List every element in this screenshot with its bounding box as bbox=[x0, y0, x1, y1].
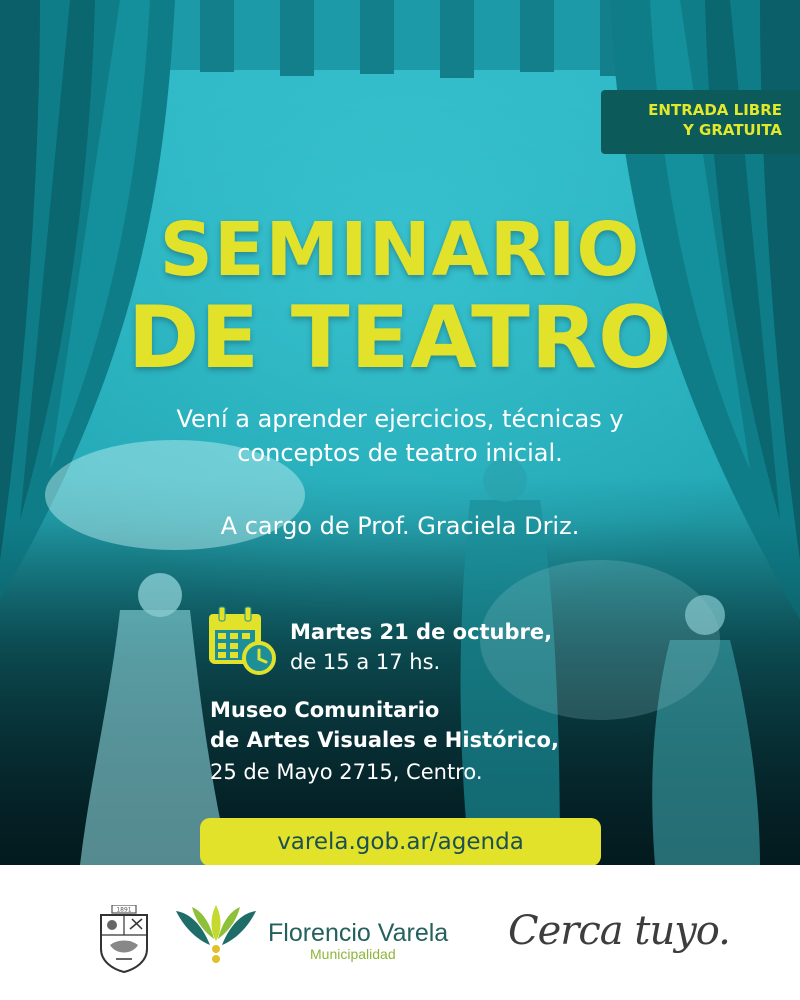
free-entry-badge bbox=[601, 90, 800, 154]
slogan: Cerca tuyo. bbox=[508, 908, 730, 954]
calendar-clock-icon bbox=[205, 604, 277, 676]
logo-name: Florencio Varela bbox=[268, 919, 449, 947]
event-time: de 15 a 17 hs. bbox=[290, 650, 441, 674]
event-date: Martes 21 de octubre, bbox=[290, 620, 553, 644]
logo-subtitle: Municipalidad bbox=[310, 946, 396, 962]
venue-address: 25 de Mayo 2715, Centro. bbox=[210, 760, 483, 784]
coat-of-arms-year: 1891 bbox=[116, 906, 132, 914]
description-line-1: Vení a aprender ejercicios, técnicas y bbox=[176, 405, 624, 433]
coat-of-arms-icon bbox=[98, 905, 150, 973]
florencio-varela-logo-icon bbox=[172, 905, 260, 967]
footer bbox=[0, 865, 800, 1000]
badge-line-1: ENTRADA LIBRE bbox=[648, 101, 782, 119]
venue-line-1: Museo Comunitario bbox=[210, 698, 440, 722]
venue-line-2: de Artes Visuales e Histórico, bbox=[210, 728, 559, 752]
agenda-link[interactable]: varela.gob.ar/agenda bbox=[200, 818, 601, 866]
title-line-1: SEMINARIO bbox=[159, 207, 641, 293]
title-line-2: DE TEATRO bbox=[127, 288, 673, 388]
description-line-2: conceptos de teatro inicial. bbox=[237, 439, 563, 467]
badge-line-2: Y GRATUITA bbox=[682, 121, 782, 139]
instructor-text: A cargo de Prof. Graciela Driz. bbox=[220, 512, 580, 540]
